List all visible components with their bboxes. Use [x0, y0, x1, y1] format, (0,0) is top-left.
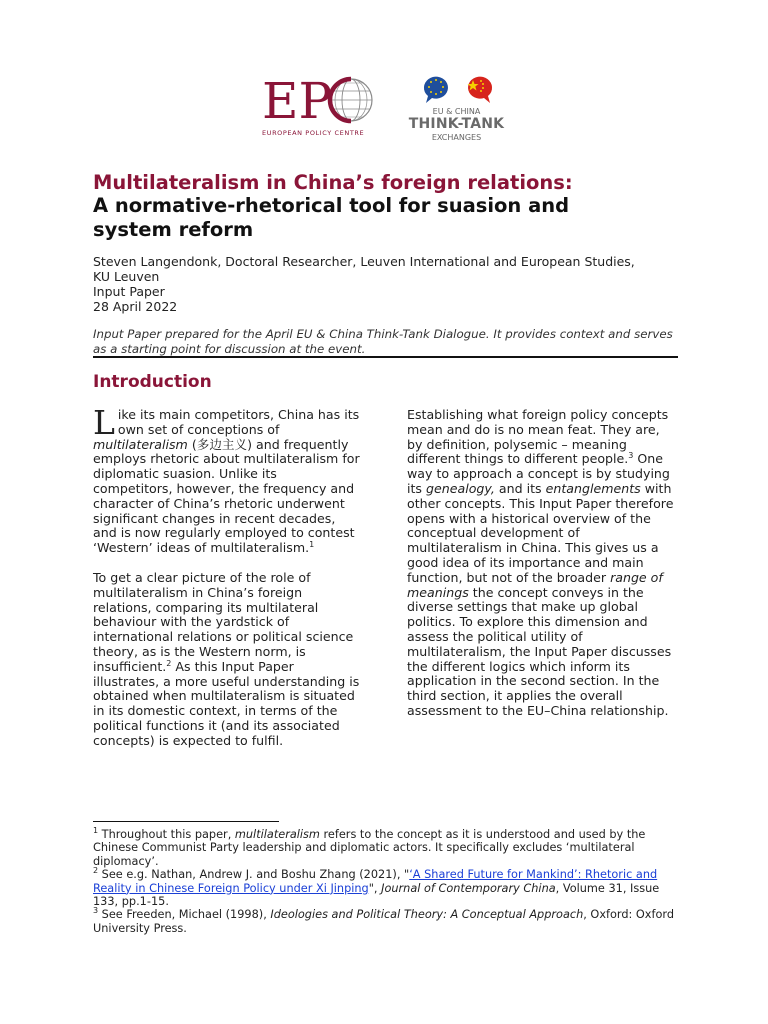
footnote-text: , Oxford: Oxford University Press.: [93, 908, 674, 935]
paper-type: Input Paper: [93, 284, 165, 299]
title-line2: A normative-rhetorical tool for suasion and system reform: [93, 194, 570, 241]
tt-logo-line3: EXCHANGES: [431, 133, 482, 142]
paper-date: 28 April 2022: [93, 299, 178, 314]
tt-logo-line2: THINK-TANK: [408, 116, 505, 132]
dropcap: L: [93, 403, 115, 442]
paragraph-emphasis: range of meanings: [407, 569, 663, 600]
paragraph-text: and its: [494, 480, 546, 496]
epc-logo: [262, 74, 377, 144]
paragraph-text: To get a clear picture of the role of multilateralism in China’s foreign relations, comparing its multilateral behaviour with the yardstick of international relations or political science theory, as is the Western norm, is insufficient.: [93, 569, 354, 674]
footnote-text: See e.g. Nathan, Andrew J. and Boshu Zhang (2021), ": [98, 868, 410, 882]
footnote-ref-2[interactable]: 2: [166, 658, 172, 668]
epc-logo-mark: [262, 74, 377, 124]
epc-letters: EP: [262, 74, 333, 124]
right-column: [407, 408, 677, 734]
footnote-number: 3: [93, 906, 99, 916]
paragraph-text: the concept conveys in the diverse settings that make up global politics. To explore this dimension and assess the political utility of multilateralism, the Input Paper discusses the different logics which inform its application in the second section. In the third section, it applies the overall assessment to the EU–China relationship.: [407, 584, 672, 718]
paragraph-text: ike its main competitors, China has its own set of conceptions of: [117, 407, 360, 437]
footnote-ref-1[interactable]: 1: [309, 539, 315, 549]
paragraph-text: (多边主义) and frequently employs rhetoric about multilateralism for diplomatic suasion. Unlike its competitors, however, the frequency and character of China’s rhetoric underwent significant changes in recent decades, and is now regularly employed to contest ‘Western’ ideas of multilateralism.: [93, 436, 360, 556]
title-line1: Multilateralism in China’s foreign relations:: [93, 171, 573, 194]
input-paper-note: Input Paper prepared for the April EU & China Think-Tank Dialogue. It provides context and serves as a starting point for discussion at the event.: [93, 327, 673, 356]
footnote-text: refers to the concept as it is understood and used by the Chinese Communist Party leadership and diplomatic actors. It specifically excludes ‘multilateral diplomacy’.: [93, 828, 646, 868]
footnote-text: Throughout this paper,: [98, 828, 235, 841]
footnote-link[interactable]: ‘A Shared Future for Mankind’: Rhetoric and Reality in Chinese Foreign Policy under Xi Jinping: [93, 868, 658, 895]
china-bubble-icon: [468, 77, 492, 103]
paragraph-text: Establishing what foreign policy concepts mean and do is no mean feat. They are, by definition, polysemic – meaning different things to different people.: [407, 407, 669, 467]
footnote-1: [93, 828, 678, 868]
footnote-emphasis: Journal of Contemporary China: [381, 881, 556, 895]
author-line2: KU Leuven: [93, 269, 160, 284]
paragraph-1: [93, 403, 360, 556]
author-block: [93, 254, 673, 314]
think-tank-logo: [404, 74, 509, 144]
footnote-emphasis: multilateralism: [234, 828, 320, 841]
tt-logo-line1: EU & CHINA: [432, 107, 481, 116]
footnotes: [93, 828, 678, 935]
header-divider: [93, 356, 678, 358]
footnote-text: , Volume 31, Issue 133, pp.1-15.: [93, 881, 660, 909]
footnote-text: See Freeden, Michael (1998),: [98, 908, 271, 922]
paragraph-emphasis: genealogy,: [426, 480, 495, 496]
globe-icon: [330, 79, 372, 121]
paragraph-text: One way to approach a concept is by studying its: [407, 451, 670, 496]
author-line1: Steven Langendonk, Doctoral Researcher, Leuven International and European Studies,: [93, 254, 635, 269]
paragraph-2: [93, 571, 360, 749]
section-heading-introduction: Introduction: [93, 372, 212, 392]
footnote-3: [93, 908, 678, 935]
left-column: [93, 403, 360, 764]
epc-subtitle: EUROPEAN POLICY CENTRE: [262, 129, 365, 137]
paragraph-emphasis: entanglements: [545, 480, 641, 496]
paragraph-text: with other concepts. This Input Paper therefore opens with a historical overview of the conceptual development of multilateralism in China. This gives us a good idea of its importance and main function, but not of the broader: [407, 480, 674, 585]
paragraph-text: As this Input Paper illustrates, a more useful understanding is obtained when multilateralism is situated in its domestic context, in terms of the political functions it (and its associated concepts) is expected to fulfil.: [93, 658, 360, 748]
footnote-number: 2: [93, 866, 99, 876]
paragraph-3: [407, 408, 677, 719]
footnote-text: ",: [368, 881, 382, 895]
footnote-emphasis: Ideologies and Political Theory: A Conceptual Approach: [270, 908, 584, 922]
footnote-divider: [93, 821, 279, 822]
footnote-2: [93, 868, 678, 908]
paragraph-emphasis: multilateralism: [93, 436, 188, 452]
speech-bubbles-icon: [418, 74, 498, 104]
footnote-ref-3[interactable]: 3: [628, 451, 634, 461]
footnote-number: 1: [93, 826, 99, 836]
